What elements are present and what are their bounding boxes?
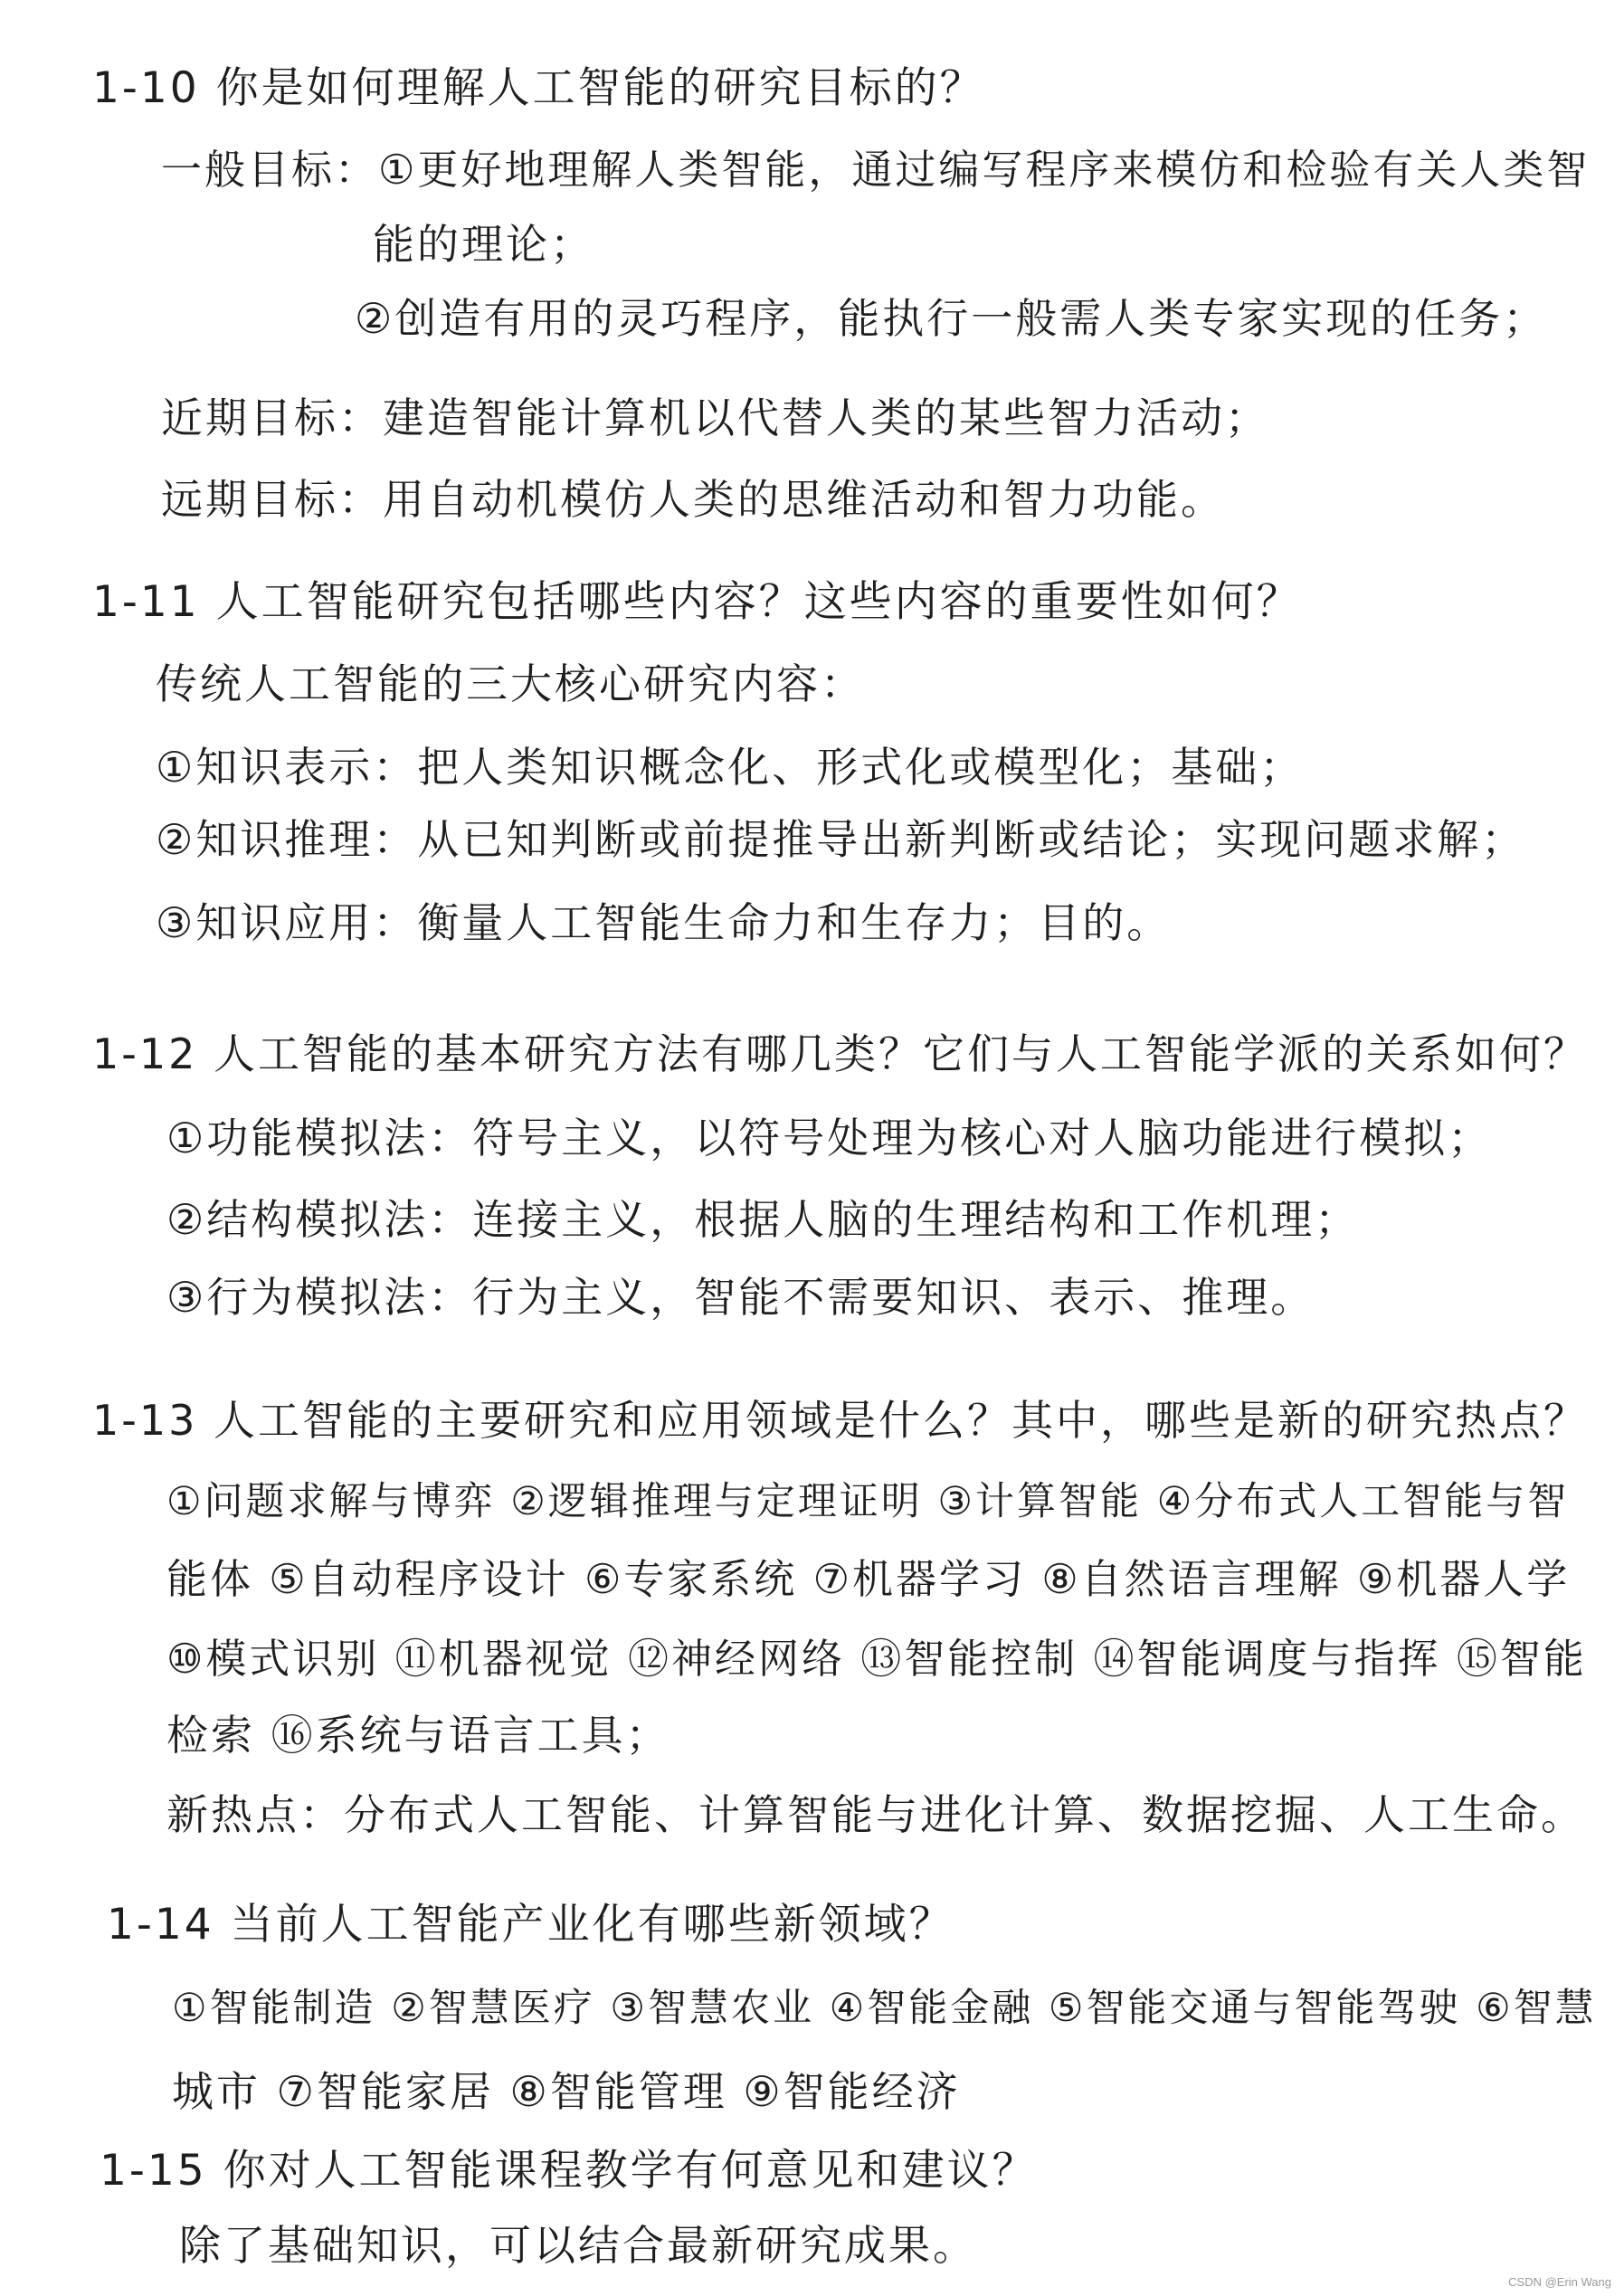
answer-line: 近期目标：建造智能计算机以代替人类的某些智力活动；	[161, 394, 1269, 442]
question-1-15: 1-15 你对人工智能课程教学有何意见和建议？	[100, 2146, 1038, 2196]
answer-line: 能体 ⑤自动程序设计 ⑥专家系统 ⑦机器学习 ⑧自然语言理解 ⑨机器人学	[166, 1555, 1571, 1603]
question-1-11: 1-11 人工智能研究包括哪些内容？这些内容的重要性如何？	[92, 577, 1302, 627]
answer-line: 除了基础知识，可以结合最新研究成果。	[179, 2221, 977, 2270]
answer-line: ②创造有用的灵巧程序，能执行一般需人类专家实现的任务；	[355, 294, 1548, 343]
question-1-10: 1-10 你是如何理解人工智能的研究目标的？	[92, 63, 985, 113]
answer-line: 新热点：分布式人工智能、计算智能与进化计算、数据挖掘、人工生命。	[166, 1790, 1585, 1839]
answer-line: ③知识应用：衡量人工智能生命力和生存力；目的。	[156, 898, 1172, 947]
answer-line: ①知识表示：把人类知识概念化、形式化或模型化；基础；	[156, 743, 1305, 792]
question-1-12: 1-12 人工智能的基本研究方法有哪几类？它们与人工智能学派的关系如何？	[92, 1029, 1589, 1078]
question-1-14: 1-14 当前人工智能产业化有哪些新领域？	[107, 1900, 954, 1950]
answer-line: 一般目标：①更好地理解人类智能，通过编写程序来模仿和检验有关人类智	[161, 146, 1591, 194]
answer-line: ③行为模拟法：行为主义，智能不需要知识、表示、推理。	[166, 1273, 1315, 1322]
csdn-watermark: CSDN @Erin Wang	[1508, 2275, 1611, 2289]
answer-line: 远期目标：用自动机模仿人类的思维活动和智力功能。	[161, 475, 1225, 524]
question-1-13: 1-13 人工智能的主要研究和应用领域是什么？其中，哪些是新的研究热点？	[92, 1396, 1589, 1445]
answer-line: ②结构模拟法：连接主义，根据人脑的生理结构和工作机理；	[166, 1195, 1360, 1244]
answer-line: ①问题求解与博弈 ②逻辑推理与定理证明 ③计算智能 ④分布式人工智能与智	[166, 1479, 1570, 1524]
answer-line: ①智能制造 ②智慧医疗 ③智慧农业 ④智能金融 ⑤智能交通与智能驾驶 ⑥智慧	[172, 1986, 1597, 2031]
answer-line: ①功能模拟法：符号主义，以符号处理为核心对人脑功能进行模拟；	[166, 1114, 1493, 1162]
answer-line: ②知识推理：从已知判断或前提推导出新判断或结论；实现问题求解；	[156, 815, 1526, 864]
answer-line: ⑩模式识别 ⑪机器视觉 ⑫神经网络 ⑬智能控制 ⑭智能调度与指挥 ⑮智能	[166, 1635, 1587, 1683]
answer-line: 检索 ⑯系统与语言工具；	[166, 1711, 670, 1760]
answer-line: 传统人工智能的三大核心研究内容：	[156, 659, 865, 708]
answer-line: 城市 ⑦智能家居 ⑧智能管理 ⑨智能经济	[172, 2067, 961, 2116]
answer-line: 能的理论；	[373, 220, 594, 269]
